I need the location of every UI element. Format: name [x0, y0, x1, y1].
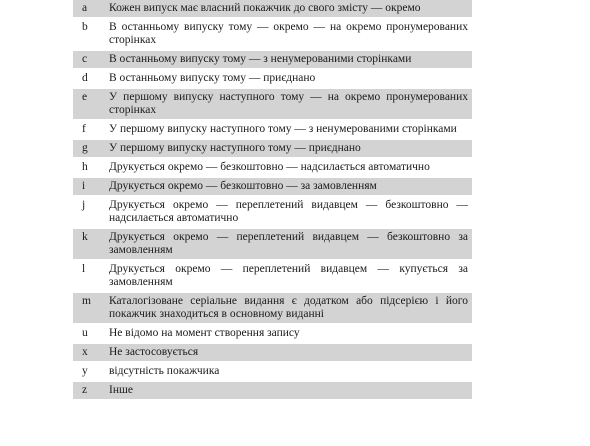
row-description: Друкується окремо — переплетений видавцем — безкоштовно за замовленням [106, 228, 472, 260]
row-description: У першому випуску наступного тому — на окремо пронумерованих сторінках [106, 88, 472, 120]
table-row [73, 343, 472, 362]
row-description: відсутність покажчика [106, 362, 472, 381]
row-code: f [73, 120, 106, 139]
row-code: e [73, 88, 106, 120]
row-code: g [73, 139, 106, 158]
table-row [73, 120, 472, 139]
row-code: i [73, 177, 106, 196]
row-code: k [73, 228, 106, 260]
row-description: Друкується окремо — переплетений видавцем — безкоштовно — надсилається автоматично [106, 196, 472, 228]
row-description: В останньому випуску тому — з ненумерованими сторінками [106, 50, 472, 69]
row-code: b [73, 18, 106, 50]
table-row [73, 177, 472, 196]
row-description: Кожен випуск має власний покажчик до свого змісту — окремо [106, 0, 472, 18]
row-description: В останньому випуску тому — приєднано [106, 69, 472, 88]
row-description: У першому випуску наступного тому — приєднано [106, 139, 472, 158]
table-row [73, 139, 472, 158]
row-description: Інше [106, 381, 472, 400]
row-description: Друкується окремо — безкоштовно — за замовленням [106, 177, 472, 196]
row-code: x [73, 343, 106, 362]
table-row [73, 381, 472, 400]
row-code: m [73, 292, 106, 324]
table-row [73, 362, 472, 381]
row-description: Каталогізоване серіальне видання є додатком або підсерією і його покажчик знаходиться в основному виданні [106, 292, 472, 324]
table-row [73, 292, 472, 324]
row-code: z [73, 381, 106, 400]
table-row [73, 324, 472, 343]
row-description: В останньому випуску тому — окремо — на окремо пронумерованих сторінках [106, 18, 472, 50]
table-row [73, 88, 472, 120]
row-description: Не відомо на момент створення запису [106, 324, 472, 343]
row-code: u [73, 324, 106, 343]
index-codes-body [73, 0, 472, 400]
row-code: l [73, 260, 106, 292]
row-description: Друкується окремо — безкоштовно — надсилається автоматично [106, 158, 472, 177]
row-code: d [73, 69, 106, 88]
table-row [73, 50, 472, 69]
row-code: y [73, 362, 106, 381]
table-row [73, 196, 472, 228]
table-row [73, 0, 472, 18]
row-code: a [73, 0, 106, 18]
row-code: c [73, 50, 106, 69]
index-codes-table [73, 0, 472, 401]
row-description: У першому випуску наступного тому — з ненумерованими сторінками [106, 120, 472, 139]
row-code: j [73, 196, 106, 228]
table-row [73, 158, 472, 177]
table-row [73, 69, 472, 88]
row-description: Друкується окремо — переплетений видавцем — купується за замовленням [106, 260, 472, 292]
row-description: Не застосовується [106, 343, 472, 362]
table-row [73, 18, 472, 50]
row-code: h [73, 158, 106, 177]
table-row [73, 228, 472, 260]
table-row [73, 260, 472, 292]
